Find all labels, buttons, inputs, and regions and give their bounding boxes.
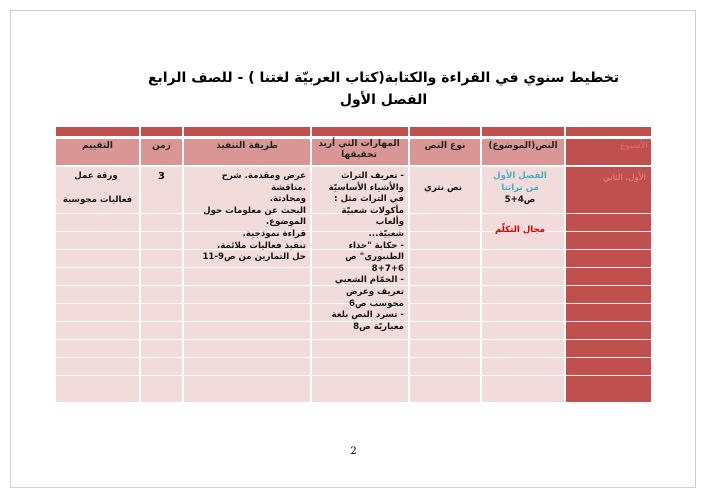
page-number: 2: [350, 446, 357, 457]
skills-line: مأكولات شعبيّة وألعاب: [341, 205, 404, 228]
skills-line: تعريف وعرض: [346, 286, 404, 297]
method-line: ومحادثة.: [269, 194, 306, 205]
header-text: النص(الموضوع): [488, 141, 558, 151]
method-line: الموضوع.: [265, 217, 306, 228]
header-eval: التقييم: [81, 141, 114, 151]
skills-line: محوسب ص6: [349, 298, 404, 309]
skills-line: في التراث مثل :: [334, 194, 404, 205]
doc-subtitle: الفصل الأول: [339, 92, 428, 108]
method-line: البحث عن معلومات حول: [203, 205, 306, 216]
header-time: زمن: [152, 141, 171, 151]
header-unit: الأسبوع: [620, 141, 648, 151]
header-skills: المهارات التي أريد تحقيقها: [318, 139, 400, 160]
skills-line: والأشياء الأساسيّة: [328, 182, 404, 193]
cell-skills: [314, 171, 404, 333]
skills-line: - تعريف التراث: [340, 171, 404, 181]
skills-line: الطنبوري" ص: [345, 252, 404, 263]
cell-unit: الأول، الثاني: [603, 173, 646, 183]
skills-line: - تسرد النص بلغة: [331, 310, 404, 321]
cell-method: [186, 171, 306, 264]
skills-line: شعبيّة...: [368, 228, 404, 239]
cell-text-topic: من تراثنا: [501, 183, 539, 193]
cell-type: نص نثري: [424, 183, 462, 193]
col-method: [184, 127, 310, 402]
col-type: [410, 127, 480, 402]
skills-line: معياريّة ص8: [353, 321, 404, 332]
cell-eval-worksheet: ورقة عمل: [74, 171, 118, 181]
skills-line: 8+7+6: [371, 263, 404, 274]
skills-line: - الحمّام الشعبي: [334, 275, 404, 286]
method-line: تنفيذ فعاليات ملائمة.: [217, 240, 306, 251]
plan-table: [56, 127, 651, 402]
col-eval: [56, 127, 139, 402]
header-type: نوع النص: [424, 141, 466, 151]
method-line: حل التمارين من ص9-11: [202, 252, 306, 263]
cell-time: 3: [158, 171, 165, 182]
cell-text-domain: مجال التكلّم: [494, 225, 546, 235]
cell-eval-activities: فعاليات محوسبة: [62, 195, 133, 205]
skills-line: - حكاية "حذاء: [348, 240, 404, 251]
col-time: [141, 127, 182, 402]
method-line: عرض ومقدمة. شرح .مناقشة: [221, 171, 306, 193]
col-text: [482, 127, 564, 402]
method-line: قراءة نموذجية.: [242, 228, 306, 239]
doc-title: تخطيط سنوي في القراءة والكتابة(كتاب العربيّة لغتنا ) - للصف الرابع: [147, 70, 620, 86]
header-method: طريقة التنفيذ: [216, 141, 278, 151]
cell-text-pages: ص4+5: [504, 195, 536, 205]
col-unit: [566, 127, 651, 402]
cell-text-chapter: الفصل الأول: [493, 171, 547, 181]
